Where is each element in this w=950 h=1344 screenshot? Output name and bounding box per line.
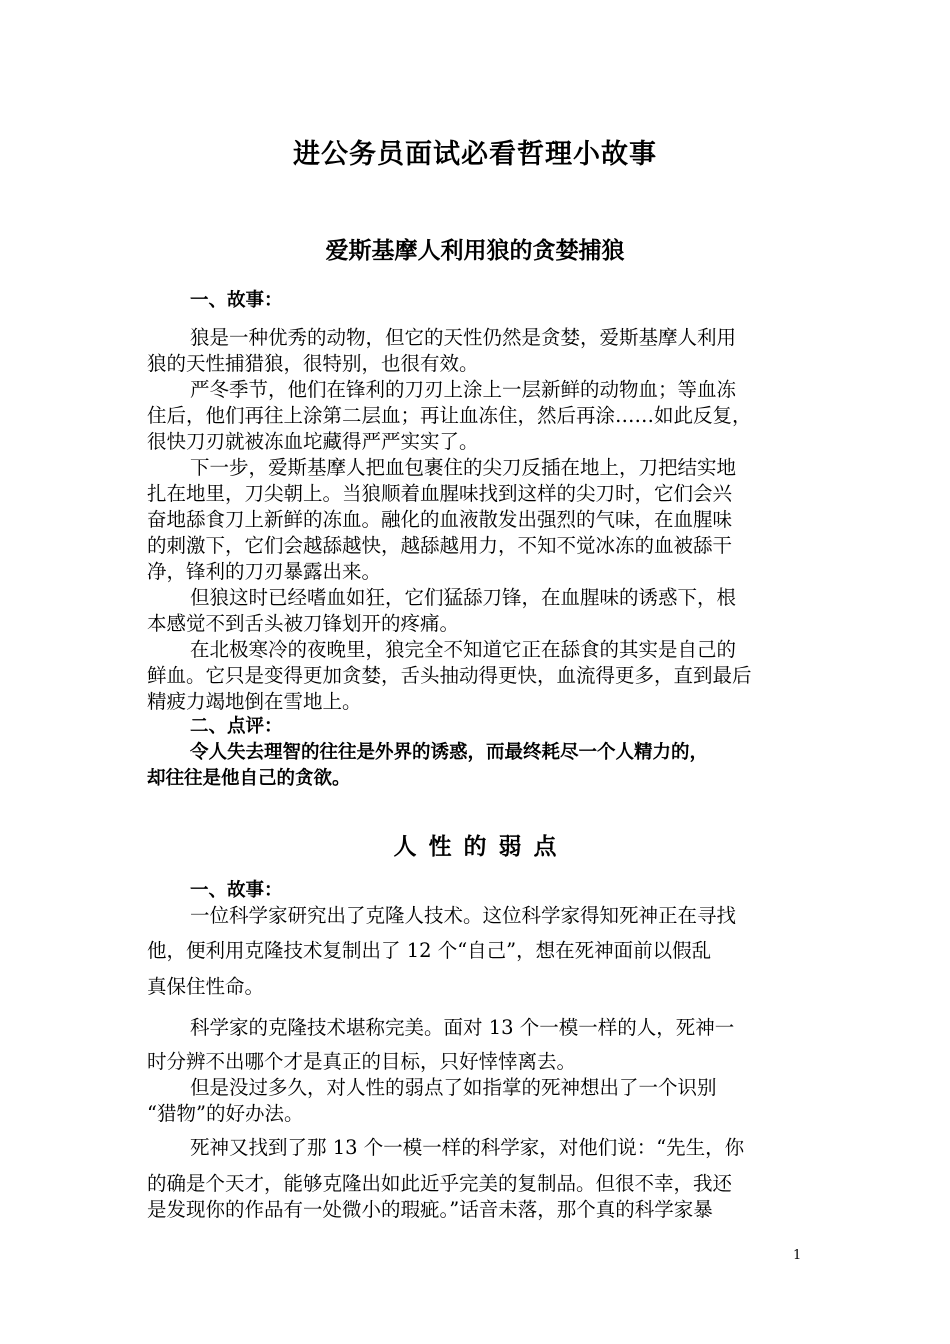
story-heading: 一、故事： xyxy=(190,290,283,311)
paragraph-line: 死神又找到了那 13 个一模一样的科学家，对他们说：“先生，你 xyxy=(190,1136,745,1159)
section-title: 人性的弱点 xyxy=(393,834,569,860)
paragraph-line: “猎物”的好办法。 xyxy=(147,1102,304,1125)
paragraph-line: 下一步，爱斯基摩人把血包裹住的尖刀反插在地上，刀把结实地 xyxy=(190,456,737,479)
paragraph-line: 但是没过多久，对人性的弱点了如指掌的死神想出了一个识别 xyxy=(190,1076,717,1099)
page-number: 1 xyxy=(793,1248,802,1263)
story-heading: 一、故事： xyxy=(190,880,283,901)
paragraph-line: 一位科学家研究出了克隆人技术。这位科学家得知死神正在寻找 xyxy=(190,904,737,927)
paragraph-line: 是发现你的作品有一处微小的瑕疵。”话音未落，那个真的科学家暴 xyxy=(147,1198,713,1221)
comment-line: 却往往是他自己的贪欲。 xyxy=(147,768,351,789)
paragraph-line: 鲜血。它只是变得更加贪婪，舌头抽动得更快，血流得更多，直到最后 xyxy=(147,664,752,687)
paragraph-line: 很快刀刃就被冻血坨藏得严严实实了。 xyxy=(147,430,479,453)
document-title: 进公务员面试必看哲理小故事 xyxy=(293,139,657,170)
paragraph-line: 但狼这时已经嗜血如狂，它们猛舔刀锋，在血腥味的诱惑下，根 xyxy=(190,586,737,609)
comment-heading: 二、点评： xyxy=(190,716,283,737)
paragraph-line: 科学家的克隆技术堪称完美。面对 13 个一模一样的人，死神一 xyxy=(190,1016,735,1039)
paragraph-line: 在北极寒冷的夜晚里，狼完全不知道它正在舔食的其实是自己的 xyxy=(190,638,737,661)
paragraph-line: 的刺激下，它们会越舔越快，越舔越用力，不知不觉冰冻的血被舔干 xyxy=(147,534,733,557)
paragraph-line: 精疲力竭地倒在雪地上。 xyxy=(147,690,362,713)
section-title: 爱斯基摩人利用狼的贪婪捕狼 xyxy=(325,238,625,264)
paragraph-line: 奋地舔食刀上新鲜的冻血。融化的血液散发出强烈的气味，在血腥味 xyxy=(147,508,733,531)
comment-line: 令人失去理智的往往是外界的诱惑，而最终耗尽一个人精力的， xyxy=(190,742,709,763)
paragraph-line: 狼的天性捕猎狼，很特别，也很有效。 xyxy=(147,352,479,375)
paragraph-line: 住后，他们再往上涂第二层血；再让血冻住，然后再涂……如此反复， xyxy=(147,404,752,427)
paragraph-line: 的确是个天才，能够克隆出如此近乎完美的复制品。但很不幸，我还 xyxy=(147,1172,733,1195)
paragraph-line: 本感觉不到舌头被刀锋划开的疼痛。 xyxy=(147,612,460,635)
paragraph-line: 时分辨不出哪个才是真正的目标，只好悻悻离去。 xyxy=(147,1050,577,1073)
paragraph-line: 真保住性命。 xyxy=(147,975,265,998)
paragraph-line: 严冬季节，他们在锋利的刀刃上涂上一层新鲜的动物血；等血冻 xyxy=(190,378,737,401)
paragraph-line: 扎在地里，刀尖朝上。当狼顺着血腥味找到这样的尖刀时，它们会兴 xyxy=(147,482,733,505)
paragraph-line: 净，锋利的刀刃暴露出来。 xyxy=(147,560,382,583)
paragraph-line: 他，便利用克隆技术复制出了 12 个“自己”，想在死神面前以假乱 xyxy=(147,939,712,962)
paragraph-line: 狼是一种优秀的动物，但它的天性仍然是贪婪，爱斯基摩人利用 xyxy=(190,326,737,349)
